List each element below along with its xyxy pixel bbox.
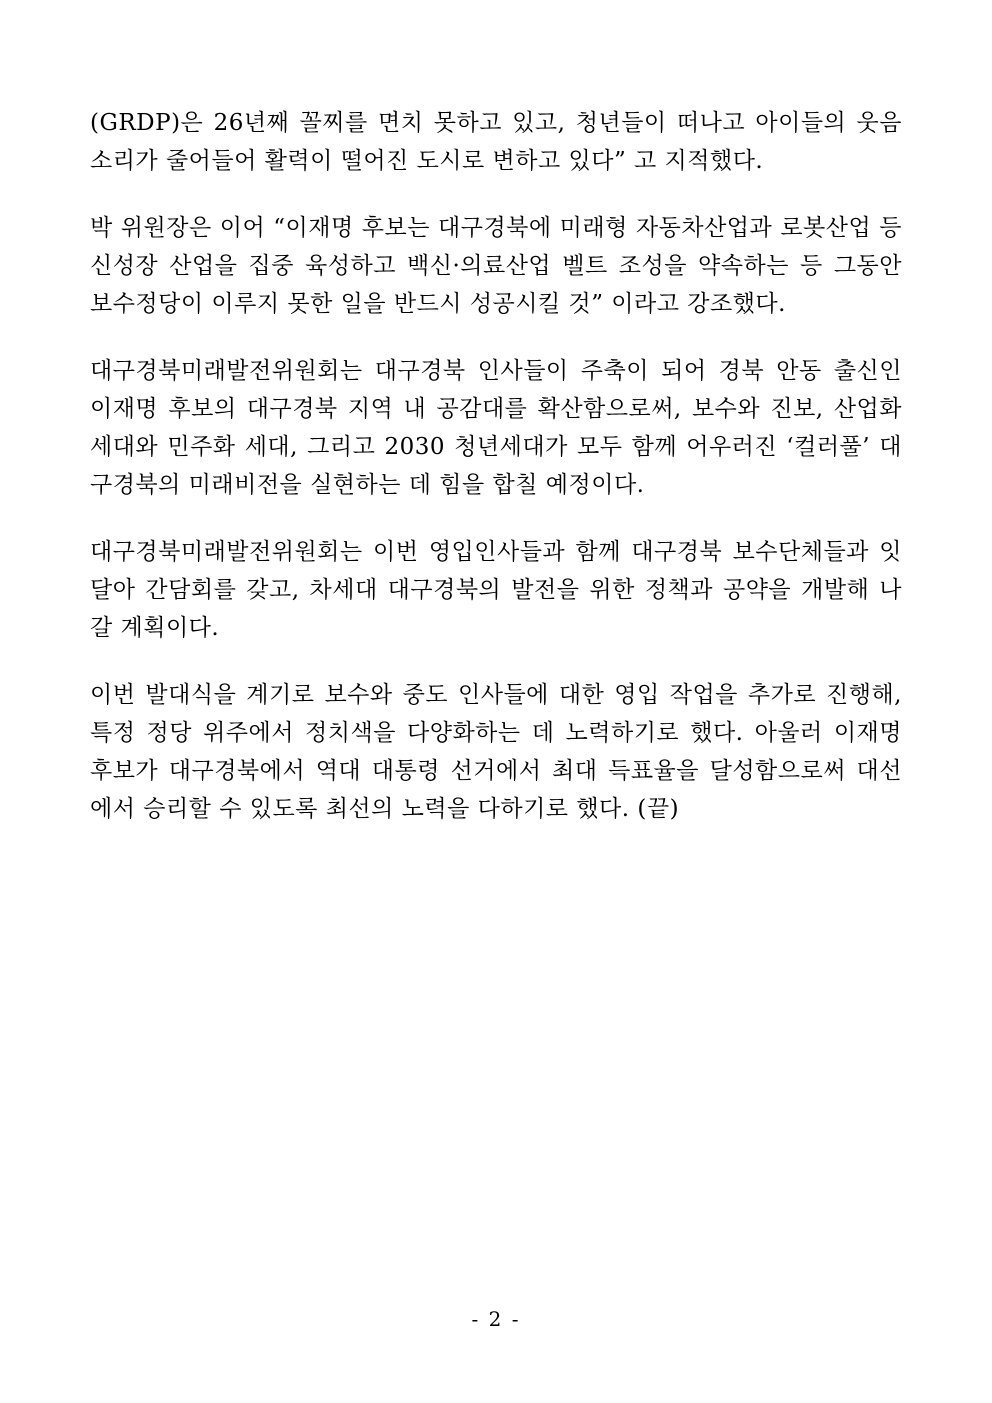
paragraph-committee-vision: 대구경북미래발전위원회는 대구경북 인사들이 주축이 되어 경북 안동 출신인 이재명 후보의 대구경북 지역 내 공감대를 확산함으로써, 보수와 진보, 산업화 세대와 민주화 세대, 그리고 2030 청년세대가 모두 함께 어우러진 ‘컬러풀’ 대구경북의 미래비전을 실현하는 데 힘을 합칠 예정이다. bbox=[90, 358, 902, 498]
document-body bbox=[90, 104, 902, 828]
paragraph-chairman-statement: 박 위원장은 이어 “이재명 후보는 대구경북에 미래형 자동차산업과 로봇산업 등 신성장 산업을 집중 육성하고 백신·의료산업 벨트 조성을 약속하는 등 그동안 보수정당이 이루지 못한 일을 반드시 성공시킬 것” 이라고 강조했다. bbox=[90, 215, 902, 317]
paragraph-committee-plan: 대구경북미래발전위원회는 이번 영입인사들과 함께 대구경북 보수단체들과 잇달아 간담회를 갖고, 차세대 대구경북의 발전을 위한 정책과 공약을 개발해 나갈 계획이다. bbox=[90, 539, 902, 641]
paragraph-grdp-quote: (GRDP)은 26년째 꼴찌를 면치 못하고 있고, 청년들이 떠나고 아이들의 웃음소리가 줄어들어 활력이 떨어진 도시로 변하고 있다” 고 지적했다. bbox=[90, 110, 902, 174]
paragraph-closing: 이번 발대식을 계기로 보수와 중도 인사들에 대한 영입 작업을 추가로 진행해, 특정 정당 위주에서 정치색을 다양화하는 데 노력하기로 했다. 아울러 이재명 후보가 대구경북에서 역대 대통령 선거에서 최대 득표율을 달성함으로써 대선에서 승리할 수 있도록 최선의 노력을 다하기로 했다. (끝) bbox=[90, 682, 902, 822]
page-footer bbox=[0, 1307, 992, 1331]
page-number: - 2 - bbox=[471, 1307, 521, 1331]
